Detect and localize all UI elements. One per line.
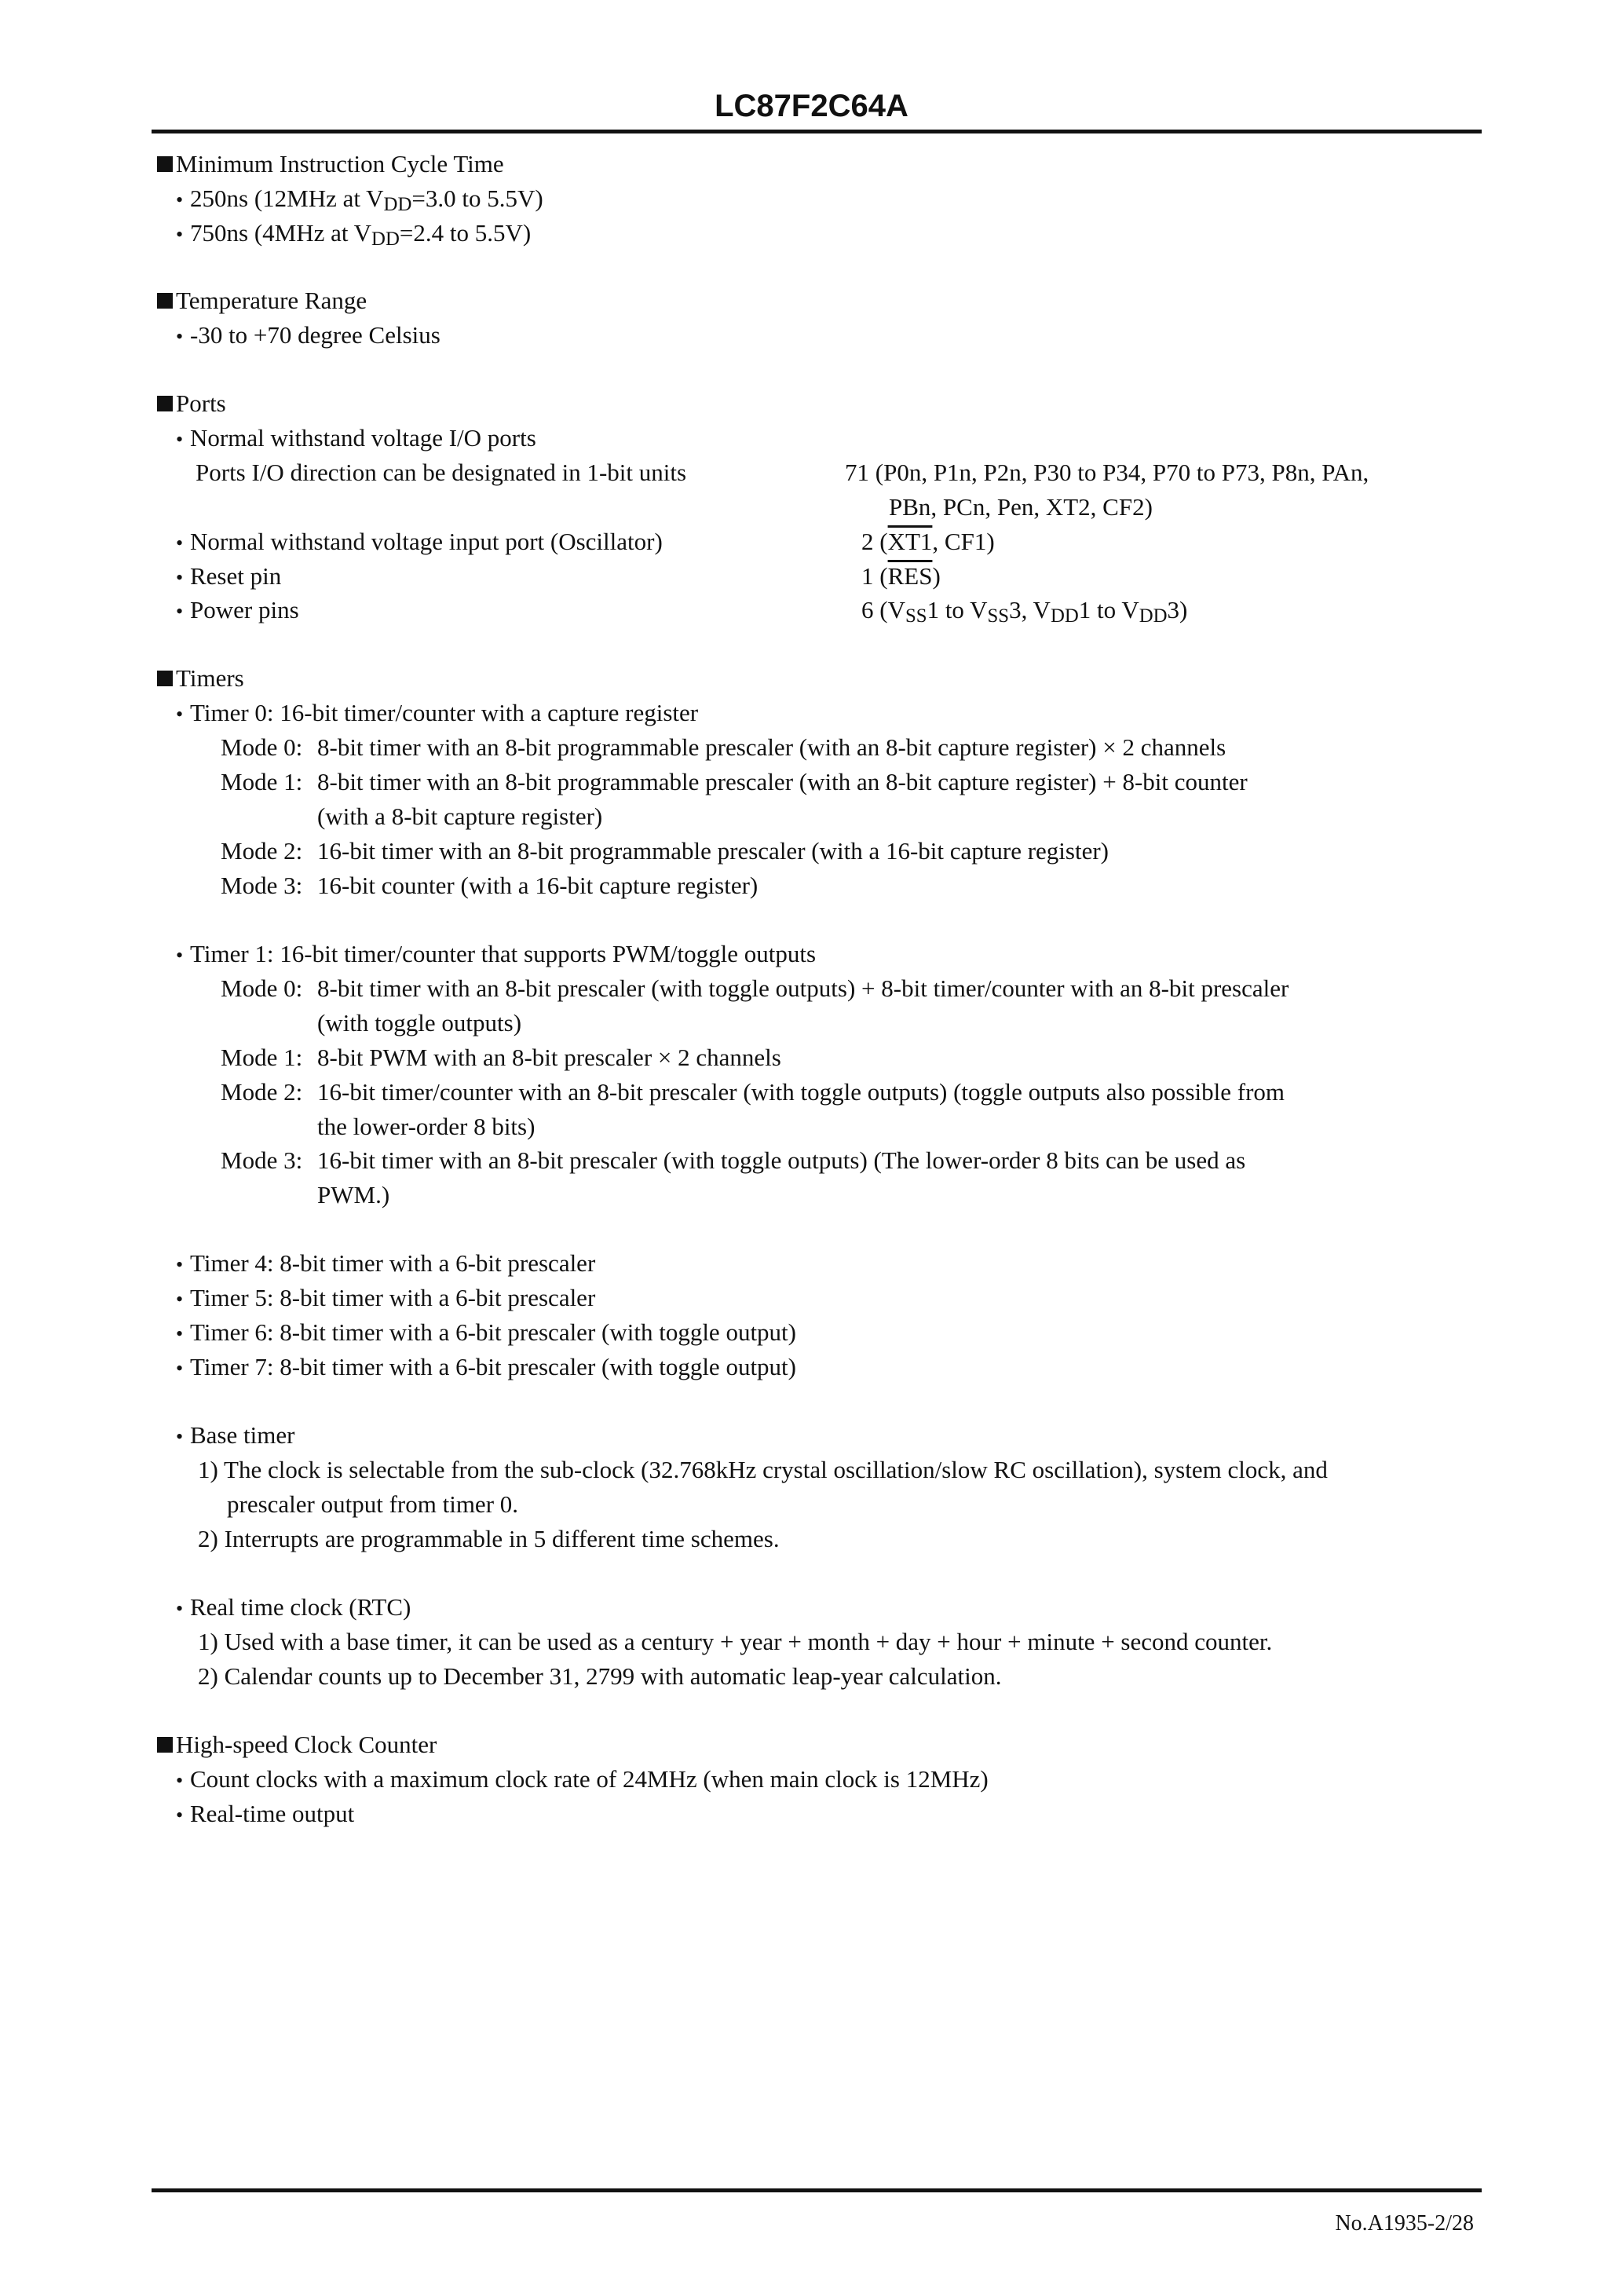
numbered-item: 2) Interrupts are programmable in 5 different time schemes. bbox=[198, 1525, 780, 1552]
footer-rule bbox=[152, 2188, 1482, 2192]
list-item: • 750ns (4MHz at $V_{DD}=2.4$ to 5.5V) bbox=[176, 216, 531, 252]
document-title: LC87F2C64A bbox=[715, 89, 908, 123]
mode-label: Mode 3: bbox=[221, 872, 303, 899]
section-heading-timers: Timers bbox=[157, 661, 244, 696]
mode-label: Mode 3: bbox=[221, 1146, 303, 1174]
list-item: • Normal withstand voltage input port (Oscillator) bbox=[176, 525, 663, 561]
list-item: • Count clocks with a maximum clock rate of 24MHz (when main clock is 12MHz) bbox=[176, 1762, 989, 1798]
square-bullet-icon bbox=[157, 1737, 173, 1753]
ports-io-value-cont: PBn, PCn, Pen, XT2, CF2) bbox=[889, 493, 1153, 521]
list-item: • Real time clock (RTC) bbox=[176, 1590, 411, 1626]
list-item: • -30 to +70 degree Celsius bbox=[176, 318, 440, 354]
numbered-item: 1) Used with a base timer, it can be used as a century + year + month + day + hour + minute + second counter. bbox=[198, 1628, 1273, 1655]
square-bullet-icon bbox=[157, 156, 173, 172]
ports-io-value: 71 (P0n, P1n, P2n, P30 to P34, P70 to P73, P8n, PAn, bbox=[845, 459, 1369, 486]
mode-text-cont: the lower-order 8 bits) bbox=[317, 1113, 536, 1140]
list-item: • Timer 7: 8-bit timer with a 6-bit prescaler (with toggle output) bbox=[176, 1350, 796, 1386]
section-heading-hscc: High-speed Clock Counter bbox=[157, 1727, 437, 1762]
square-bullet-icon bbox=[157, 396, 173, 411]
mode-label: Mode 1: bbox=[221, 1044, 303, 1071]
square-bullet-icon bbox=[157, 293, 173, 309]
mode-text: 8-bit timer with an 8-bit programmable prescaler (with an 8-bit capture register) × 2 channels bbox=[317, 733, 1226, 761]
list-item: • Timer 4: 8-bit timer with a 6-bit prescaler bbox=[176, 1246, 595, 1282]
mode-text: 16-bit timer/counter with an 8-bit prescaler (with toggle outputs) (toggle outputs also possible from bbox=[317, 1078, 1285, 1106]
header-rule bbox=[152, 130, 1482, 133]
list-item: • Base timer bbox=[176, 1418, 294, 1454]
list-item: • Timer 0: 16-bit timer/counter with a capture register bbox=[176, 696, 698, 732]
mode-label: Mode 2: bbox=[221, 1078, 303, 1106]
mode-text: 16-bit timer with an 8-bit programmable prescaler (with a 16-bit capture register) bbox=[317, 837, 1109, 865]
mode-text: 8-bit timer with an 8-bit programmable prescaler (with an 8-bit capture register) + 8-bit counter bbox=[317, 768, 1248, 795]
mode-text: 16-bit counter (with a 16-bit capture register) bbox=[317, 872, 758, 899]
ports-power-value: 6 ($V_{SS}1$ to $V_{SS}3$, $V_{DD}1$ to $V_{DD}3$) bbox=[861, 596, 1188, 627]
list-item: • Timer 1: 16-bit timer/counter that supports PWM/toggle outputs bbox=[176, 937, 816, 973]
square-bullet-icon bbox=[157, 671, 173, 686]
list-item: • Real-time output bbox=[176, 1797, 354, 1833]
list-item: • Normal withstand voltage I/O ports bbox=[176, 421, 536, 457]
mode-label: Mode 1: bbox=[221, 768, 303, 795]
mode-text: 8-bit PWM with an 8-bit prescaler × 2 channels bbox=[317, 1044, 781, 1071]
mode-label: Mode 0: bbox=[221, 974, 303, 1002]
list-item: • 250ns (12MHz at $V_{DD}=3.0$ to 5.5V) bbox=[176, 181, 543, 218]
ports-reset-value: 1 $(\overline{RES})$ bbox=[861, 562, 941, 590]
page-number: No.A1935-2/28 bbox=[1335, 2211, 1474, 2236]
mode-text-cont: (with toggle outputs) bbox=[317, 1009, 522, 1036]
ports-io-desc: Ports I/O direction can be designated in 1-bit units bbox=[196, 459, 687, 486]
mode-text: 8-bit timer with an 8-bit prescaler (with toggle outputs) + 8-bit timer/counter with an 8-bit prescaler bbox=[317, 974, 1289, 1002]
mode-label: Mode 0: bbox=[221, 733, 303, 761]
mode-text-cont: PWM.) bbox=[317, 1181, 390, 1208]
mode-text-cont: (with a 8-bit capture register) bbox=[317, 803, 603, 830]
list-item: • Timer 5: 8-bit timer with a 6-bit prescaler bbox=[176, 1281, 595, 1317]
mode-text: 16-bit timer with an 8-bit prescaler (with toggle outputs) (The lower-order 8 bits can be used as bbox=[317, 1146, 1246, 1174]
mode-label: Mode 2: bbox=[221, 837, 303, 865]
list-item: • Reset pin bbox=[176, 559, 281, 595]
numbered-item-cont: prescaler output from timer 0. bbox=[227, 1490, 519, 1518]
ports-osc-value: 2 (XT1, CF1) bbox=[861, 528, 995, 555]
section-heading-temperature: Temperature Range bbox=[157, 283, 367, 318]
list-item: • Timer 6: 8-bit timer with a 6-bit prescaler (with toggle output) bbox=[176, 1315, 796, 1351]
section-heading-instruction: Minimum Instruction Cycle Time bbox=[157, 147, 504, 181]
section-heading-ports: Ports bbox=[157, 386, 226, 421]
numbered-item: 2) Calendar counts up to December 31, 2799 with automatic leap-year calculation. bbox=[198, 1662, 1002, 1690]
list-item: • Power pins bbox=[176, 593, 299, 629]
numbered-item: 1) The clock is selectable from the sub-clock (32.768kHz crystal oscillation/slow RC oscillation), system clock, and bbox=[198, 1456, 1328, 1483]
